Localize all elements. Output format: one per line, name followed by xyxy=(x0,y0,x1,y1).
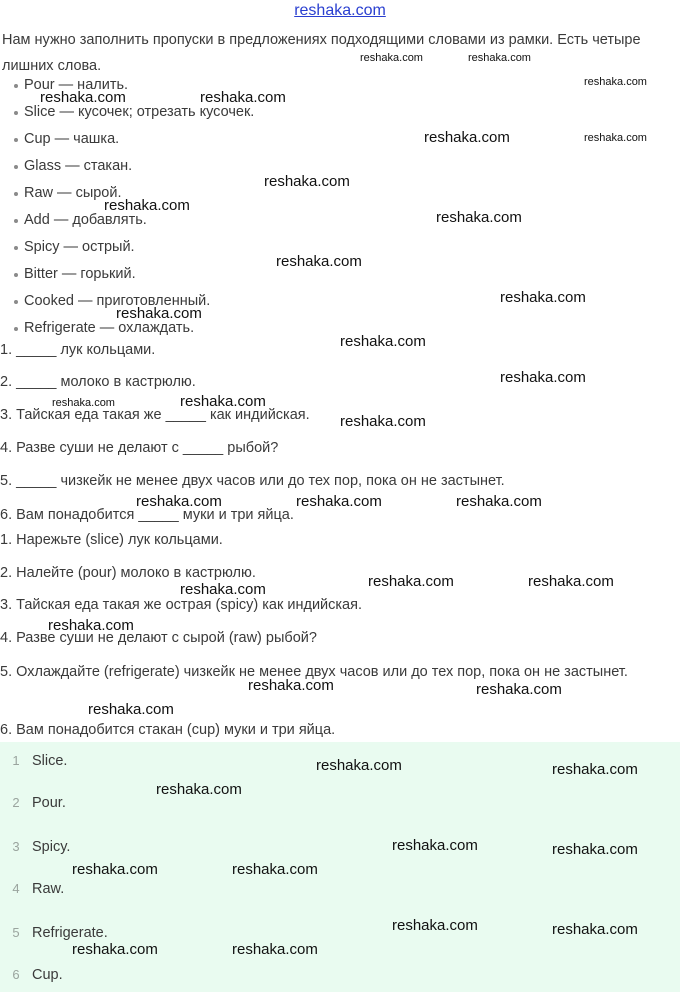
watermark: reshaka.com xyxy=(392,917,478,934)
exercise-sentence: 1. _____ лук кольцами. xyxy=(0,342,156,358)
watermark: reshaka.com xyxy=(264,173,350,190)
answer-text: Cup. xyxy=(32,967,63,983)
vocab-item: Cooked — приготовленный. xyxy=(0,288,254,315)
watermark: reshaka.com xyxy=(180,581,266,598)
answer-number: 3 xyxy=(12,839,20,854)
vocab-item: Glass — стакан. xyxy=(0,153,254,180)
watermark: reshaka.com xyxy=(436,209,522,226)
watermark: reshaka.com xyxy=(360,52,423,64)
watermark: reshaka.com xyxy=(72,861,158,878)
answer-text: Slice. xyxy=(32,753,68,769)
exercise-sentence: 6. Вам понадобится _____ муки и три яйца. xyxy=(0,507,294,523)
solution-sentence: 4. Разве суши не делают с сырой (raw) рыбой? xyxy=(0,630,317,646)
watermark: reshaka.com xyxy=(248,677,334,694)
watermark: reshaka.com xyxy=(584,76,647,88)
site-logo-link[interactable]: reshaka.com xyxy=(294,2,386,19)
vocab-item: Refrigerate — охлаждать. xyxy=(0,315,254,342)
watermark: reshaka.com xyxy=(296,493,382,510)
watermark: reshaka.com xyxy=(456,493,542,510)
solution-sentence: 1. Нарежьте (slice) лук кольцами. xyxy=(0,532,223,548)
solution-sentence: 5. Охлаждайте (refrigerate) чизкейк не менее двух часов или до тех пор, пока он не застынет. xyxy=(0,664,628,680)
answer-text: Raw. xyxy=(32,881,65,897)
watermark: reshaka.com xyxy=(232,941,318,958)
watermark: reshaka.com xyxy=(340,333,426,350)
watermark: reshaka.com xyxy=(316,757,402,774)
watermark: reshaka.com xyxy=(40,89,126,106)
watermark: reshaka.com xyxy=(276,253,362,270)
watermark: reshaka.com xyxy=(552,921,638,938)
vocab-item: Cup — чашка. xyxy=(0,126,254,153)
vocab-item: Raw — сырой. xyxy=(0,180,254,207)
vocab-item: Slice — кусочек; отрезать кусочек. xyxy=(0,99,254,126)
watermark: reshaka.com xyxy=(368,573,454,590)
watermark: reshaka.com xyxy=(156,781,242,798)
answer-text: Spicy. xyxy=(32,839,71,855)
watermark: reshaka.com xyxy=(52,397,115,409)
answer-text: Refrigerate. xyxy=(32,925,108,941)
exercise-sentence: 4. Разве суши не делают с _____ рыбой? xyxy=(0,440,279,456)
answer-number: 2 xyxy=(12,795,20,810)
watermark: reshaka.com xyxy=(136,493,222,510)
solution-sentence: 2. Налейте (pour) молоко в кастрюлю. xyxy=(0,565,256,581)
task-intro: Нам нужно заполнить пропуски в предложениях подходящими словами из рамки. Есть четыре лишних слова. xyxy=(2,32,641,74)
watermark: reshaka.com xyxy=(424,129,510,146)
watermark: reshaka.com xyxy=(180,393,266,410)
answer-number: 5 xyxy=(12,925,20,940)
answer-number: 1 xyxy=(12,753,20,768)
watermark: reshaka.com xyxy=(232,861,318,878)
watermark: reshaka.com xyxy=(476,681,562,698)
answer-number: 4 xyxy=(12,881,20,896)
watermark: reshaka.com xyxy=(340,413,426,430)
vocab-item: Bitter — горький. xyxy=(0,261,254,288)
watermark: reshaka.com xyxy=(72,941,158,958)
solution-sentence: 3. Тайская еда такая же острая (spicy) как индийская. xyxy=(0,597,362,613)
watermark: reshaka.com xyxy=(552,761,638,778)
watermark: reshaka.com xyxy=(104,197,190,214)
solution-sentence: 6. Вам понадобится стакан (cup) муки и три яйца. xyxy=(0,722,336,738)
watermark: reshaka.com xyxy=(500,289,586,306)
exercise-sentence: 2. _____ молоко в кастрюлю. xyxy=(0,374,196,390)
watermark: reshaka.com xyxy=(392,837,478,854)
vocab-item: Add — добавлять. xyxy=(0,207,254,234)
watermark: reshaka.com xyxy=(500,369,586,386)
watermark: reshaka.com xyxy=(468,52,531,64)
answer-text: Pour. xyxy=(32,795,66,811)
vocab-item: Pour — налить. xyxy=(0,72,254,99)
watermark: reshaka.com xyxy=(116,305,202,322)
watermark: reshaka.com xyxy=(48,617,134,634)
answer-number: 6 xyxy=(12,967,20,982)
exercise-sentence: 5. _____ чизкейк не менее двух часов или до тех пор, пока он не застынет. xyxy=(0,473,505,489)
watermark: reshaka.com xyxy=(88,701,174,718)
watermark: reshaka.com xyxy=(552,841,638,858)
watermark: reshaka.com xyxy=(200,89,286,106)
watermark: reshaka.com xyxy=(584,132,647,144)
vocab-item: Spicy — острый. xyxy=(0,234,254,261)
exercise-sentence: 3. Тайская еда такая же _____ как индийская. xyxy=(0,407,310,423)
watermark: reshaka.com xyxy=(528,573,614,590)
